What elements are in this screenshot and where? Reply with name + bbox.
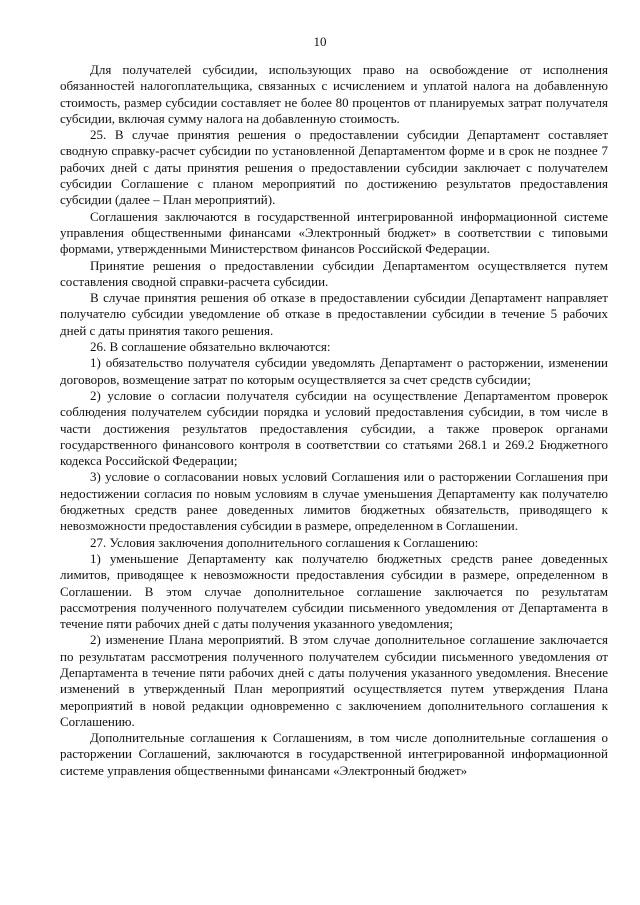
paragraph-27: 27. Условия заключения дополнительного соглашения к Соглашению:: [90, 534, 479, 550]
paragraph-electronic-budget: Соглашения заключаются в государственной интегрированной информационной системе управления общественными финансами «Электронный бюджет» в соответствии с типовыми формами, утвержденными Министерством финансов Российской Федерации.: [60, 208, 608, 257]
document-body: [60, 62, 608, 779]
paragraph-25: 25. В случае принятия решения о предоставлении субсидии Департамент составляет сводную справку-расчет субсидии по установленной Департаментом форме и в срок не позднее 7 рабочих дней с даты принятия решения о предоставлении субсидии заключает с получателем субсидии Соглашение с планом мероприятий по достижению результатов предоставления субсидии (далее – План мероприятий).: [60, 127, 608, 208]
list-item-26-3: 3) условие о согласовании новых условий Соглашения или о расторжении Соглашения при недостижении согласия по новым условиям в случае уменьшения Департаменту как получателю бюджетных средств ранее доведенных лимитов бюджетных обязательств, приводящего к невозможности предоставления субсидии в размере, определенном в Соглашении.: [60, 469, 608, 534]
list-item-26-2: 2) условие о согласии получателя субсидии на осуществление Департаментом проверок соблюдения получателем субсидии порядка и условий предоставления субсидии, в том числе в части достижения результатов предоставления субсидии, а также проверок органами государственного финансового контроля в соответствии со статьями 268.1 и 269.2 Бюджетного кодекса Российской Федерации;: [60, 387, 608, 469]
paragraph-vat-exemption: Для получателей субсидии, использующих право на освобождение от исполнения обязанностей налогоплательщика, связанных с исчислением и уплатой налога на добавленную стоимость, размер субсидии составляет не более 80 процентов от планируемых затрат получателя субсидии, включая сумму налога на добавленную стоимость.: [60, 62, 608, 126]
paragraph-26: 26. В соглашение обязательно включаются:: [90, 339, 331, 355]
list-item-27-2: 2) изменение Плана мероприятий. В этом случае дополнительное соглашение заключается по результатам рассмотрения полученного получателем субсидии письменного уведомления от Департамента в течение пяти рабочих дней с даты получения указанного уведомления. Внесение изменений в утвержденный План мероприятий осуществляется путем утверждения Плана мероприятий в новой редакции одновременно с заключением дополнительного соглашения к Соглашению.: [60, 632, 608, 729]
paragraph-decision: Принятие решения о предоставлении субсидии Департаментом осуществляется путем составления сводной справки-расчета субсидии.: [60, 257, 608, 289]
paragraph-refusal: В случае принятия решения об отказе в предоставлении субсидии Департамент направляет получателю субсидии уведомление об отказе в предоставлении субсидии в течение 5 рабочих дней с даты принятия такого решения.: [60, 290, 608, 338]
paragraph-additional-agreements: Дополнительные соглашения к Соглашениям, в том числе дополнительные соглашения о расторжении Соглашений, заключаются в государственной интегрированной информационной системе управления общественными финансами «Электронный бюджет»: [60, 730, 608, 778]
list-item-26-1: 1) обязательство получателя субсидии уведомлять Департамент о расторжении, изменении договоров, возмещение затрат по которым осуществляется за счет средств субсидии;: [60, 355, 608, 387]
page-number: 10: [313, 34, 327, 49]
list-item-27-1: 1) уменьшение Департаменту как получателю бюджетных средств ранее доведенных лимитов, приводящее к невозможности предоставления субсидии в размере, определенном в Соглашении. В этом случае дополнительное соглашение заключается по результатам рассмотрения полученного получателем субсидии письменного уведомления от Департамента в течение пяти рабочих дней с даты получения указанного уведомления;: [60, 550, 608, 632]
